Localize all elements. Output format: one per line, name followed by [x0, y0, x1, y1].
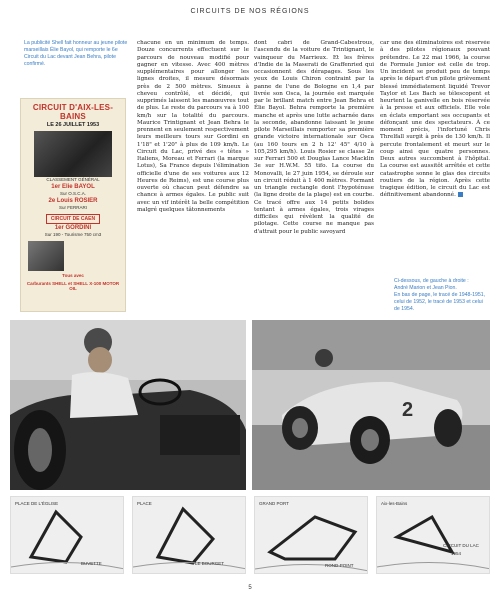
map-4-label-2: CIRCUIT DU LAC	[443, 543, 479, 548]
poster-classement: CLASSEMENT GÉNÉRAL	[46, 177, 100, 182]
circuit-map-1948-1951	[10, 496, 124, 574]
poster-title: CIRCUIT D'AIX-LES-BAINS	[32, 103, 114, 121]
photo-racing-car	[252, 320, 490, 490]
end-mark-icon	[458, 192, 463, 197]
map-4-label-1: Aix-les-Bains	[381, 501, 408, 506]
circuit-map-1953	[254, 496, 368, 574]
poster-first: 1er Elie BAYOL	[51, 184, 95, 190]
shell-poster	[20, 98, 126, 312]
map-3-label-2: ROND-POINT	[325, 563, 354, 568]
map-2-label-1: PLACE	[137, 501, 152, 506]
photo-caption	[394, 278, 490, 313]
map-2-label-2: LE BOURGET	[195, 561, 225, 566]
map-4-label-3: 1954	[451, 551, 462, 556]
poster-photo	[34, 131, 112, 177]
photo-driver-illustration	[10, 320, 246, 490]
text-column-1: chacune en un minimum de temps. Douze concurrents effectuent sur le parcours de nouveau modifié pour gagner en vitesse. Avec 400 mètres supplémentaires pour allonger les lignes droites, il mesure désormais près de 2 500 mètres. Sinueux à cheveu contrôlé, et décidé, qui supprimés laissent les manœuvres tout de plus. Le reste du parcours va à 100 km/h sur la totalité du parcours. Maurice Trintignant et Jean Behra le prennent en seulement respectivement leurs meilleurs tours sur Gordini en 1'18" et 1'20" à plus de 109 km/h. Le Circuit du Lac, privé des « têtes » Italiens, Moreau et Ferrari (la marque Lotus), Sa France depuis l'élimination officielle d'une de ses voitures aux 12 Heures de Reims), est une course plus ouverte où chacun peut défendre sa chance à armes égales. Le public suit avec un vif intérêt la belle compétition malgré quelques tâtonnements	[137, 40, 249, 213]
circuit-map-1954	[376, 496, 490, 574]
poster-caen-note: Sur 190 - Tourisme 750 cm3	[44, 232, 102, 237]
poster-date: LE 26 JUILLET 1953	[46, 122, 100, 128]
poster-footer-brand: Carburants SHELL et SHELL X-100 MOTOR OIL	[26, 280, 120, 291]
poster-caption: La publicité Shell fait honneur au jeune pilote marseillais Élie Bayol, qui remporte le 6e Circuit du Lac devant Jean Behra, pilote confirmé.	[24, 40, 128, 67]
text-column-2: dont cabri de Grand-Cabestrous, l'ascendu de la voiture de Trintignant, le vainqueur du Marrieux. Et les frères d'Indie de la Maserati de Graffenried qui occasionnent des dérapages. Sous les yeux de Louis Chiron contraint par la panne de l'une de Bologne en 1,4 par livrée son Osca, la journée est marquée par le brillant match entre Jean Behra et Élie Bayol. Behra remporte la première manche et après une lutte acharnée dans la seconde, abandonne laissant le jeune pilote Marseillais remporter sa première grande victoire internationale sur Osca (au 160 tours en 2 h 12' 45" 4/10 à 105,295 km/h). Louis Rosier se classe 2e sur Ferrari 500 et Douglas Lance Macklin 3e sur H.W.M. 55 tifo. La course du Monovalli, le 27 juin 1954, se déroule sur un circuit réduit à 1 400 mètres. Formant un triangle rectangle dont l'hypoténuse (la ligne droite de la plage) est en courbe. Ce tracé offre aux 14 petits bolides tentant à armes égales, trois virages difficiles qui révèlent la qualité de pilotage. Cette course ne manque pas d'attrait pour le public savoyard	[254, 40, 374, 235]
circuit-map-2-drawing	[133, 497, 246, 574]
map-1-label-1: PLACE DE L'ÉGLISE	[15, 501, 59, 506]
circuit-maps	[10, 496, 490, 574]
poster-caen-first: 1er GORDINI	[54, 225, 92, 231]
section-header: CIRCUITS DE NOS RÉGIONS	[190, 8, 310, 15]
photo-caption-maps: En bas de page, le tracé de 1948-1951, celui de 1952, le tracé de 1953 et celui de 1954.	[394, 292, 486, 312]
poster-second: 2e Louis ROSIER	[48, 198, 98, 204]
poster-second-car: Sur FERRARI	[58, 205, 87, 210]
circuit-map-1-drawing	[11, 497, 124, 574]
photo-racing-car-illustration	[252, 320, 490, 490]
circuit-map-1952	[132, 496, 246, 574]
poster-footer-tous: Tous avec	[62, 273, 84, 278]
page-number: 5	[248, 585, 252, 591]
poster-first-car: Sur O.S.C.A.	[59, 191, 86, 196]
text-column-3	[380, 40, 490, 274]
car-number: 2	[402, 399, 414, 421]
circuit-map-4-drawing	[377, 497, 490, 574]
poster-photo-small	[28, 241, 64, 271]
poster-caen-box: CIRCUIT DE CAEN	[46, 214, 100, 224]
photo-caption-title: Ci-dessous, de gauche à droite :	[394, 278, 469, 284]
map-1-label-2: BUVETTE	[81, 561, 102, 566]
photo-driver-in-car	[10, 320, 246, 490]
photo-caption-names: André Marion et Jean Pion.	[394, 285, 457, 291]
map-3-label-1: GRAND PORT	[259, 501, 289, 506]
column-3-text: car une des éliminatoires est réservée à des pilotes régionaux pouvant prétendre. Le 22 mai 1966, la course de Formule Junior est celle de trop. Un incident se produit peu de temps après le départ d'un pilote grièvement blessé immédiatement liquidé Trevor Taylor et Les Bach se télescopent et heurtent la ganivelle en bois réservée à la presse et aux officiels. Elle vole en éclats emportant ses occupants et défonçant une des spectateurs. À ce moment précis, l'infortuné Chris Threlfall surgit à près de 130 km/h. Il percute frontalement et meurt sur le coup ainsi que quatre personnes. Deux autres succombent à l'hôpital. La course est aussitôt arrêtée et cette catastrophe sonne le glas des circuits routiers de la région. Après cette tragique édition, le circuit du Lac est définitivement abandonné.	[380, 40, 490, 199]
